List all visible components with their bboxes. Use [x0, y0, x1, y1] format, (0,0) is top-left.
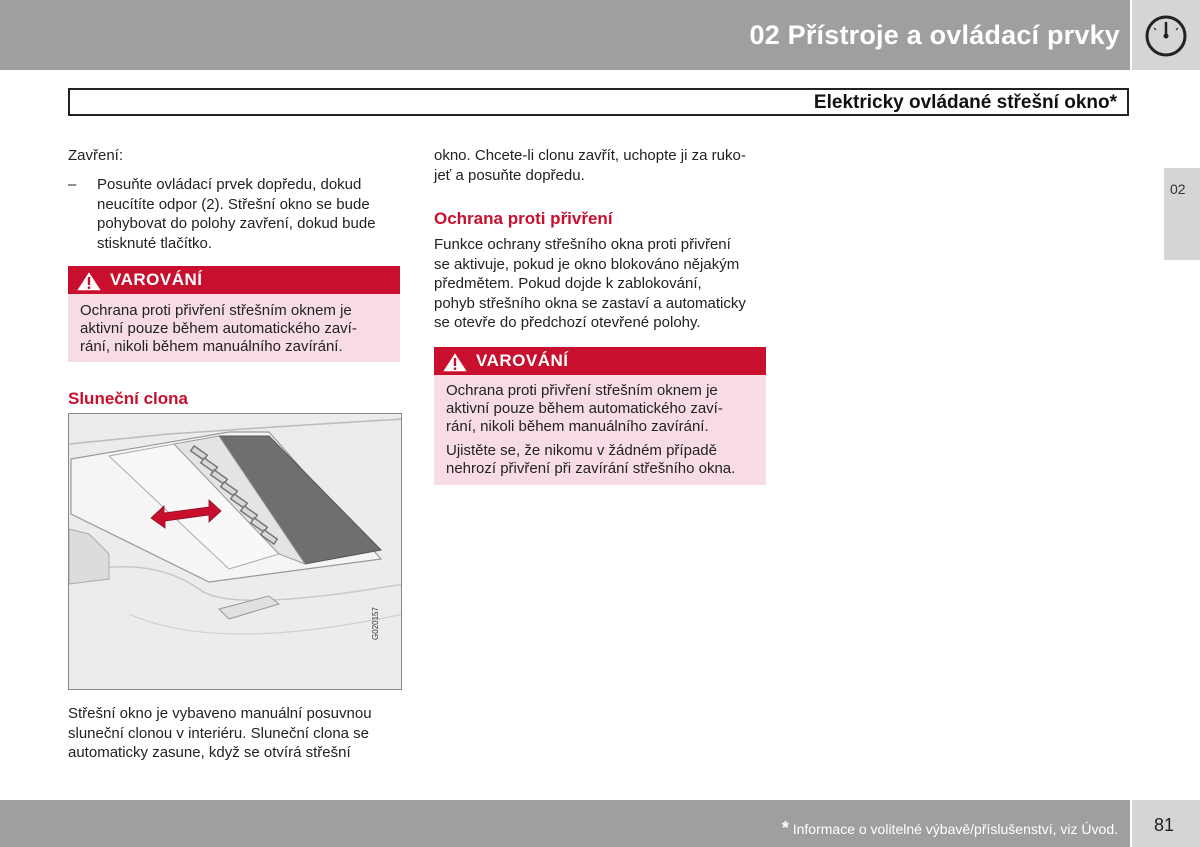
text-line: se otevře do předchozí otevřené polohy.	[434, 314, 701, 331]
warning-text	[80, 302, 357, 356]
text-line: rání, nikoli během manuálního zavírání.	[446, 418, 709, 435]
gauge-icon	[1144, 14, 1188, 58]
warning-triangle-icon	[74, 269, 104, 293]
warning-header	[434, 347, 766, 375]
sunroof-drawing	[69, 414, 402, 690]
text-line: aktivní pouze během automatického zaví-	[80, 320, 357, 337]
warning-triangle-icon	[440, 350, 470, 374]
text-line: pohyb střešního okna se zastaví a automaticky	[434, 294, 746, 312]
section-title: Elektricky ovládané střešní okno*	[813, 92, 1117, 113]
bullet-dash: –	[68, 176, 77, 193]
closing-bullet	[97, 175, 417, 253]
footer-note	[782, 818, 1118, 839]
figure-code: G020157	[371, 607, 380, 640]
text-line: Ujistěte se, že nikomu v žádném případě	[446, 442, 717, 459]
text-line: se aktivuje, pokud je okno blokováno nějakým	[434, 255, 740, 273]
warning-box-right	[434, 347, 766, 485]
protection-heading: Ochrana proti přivření	[434, 209, 613, 228]
text-line: okno. Chcete-li clonu zavřít, uchopte ji za ruko-	[434, 147, 746, 164]
side-tab-label: 02	[1170, 181, 1186, 197]
text-line: sluneční clonou v interiéru. Sluneční clona se	[68, 724, 370, 742]
chapter-title: 02 Přístroje a ovládací prvky	[749, 20, 1120, 50]
page-number: 81	[1154, 815, 1175, 835]
chapter-side-tab[interactable]	[1164, 167, 1200, 260]
text-line: rání, nikoli během manuálního zavírání.	[80, 338, 343, 355]
warning-text	[446, 382, 723, 436]
chapter-icon-box	[1132, 0, 1200, 70]
warning-title: VAROVÁNÍ	[476, 351, 569, 370]
sunshade-heading: Sluneční clona	[68, 389, 188, 408]
text-line: Ochrana proti přivření střešním oknem je	[446, 382, 718, 399]
warning-title: VAROVÁNÍ	[110, 270, 203, 289]
sunroof-illustration	[68, 413, 402, 690]
text-line: neucítíte odpor (2). Střešní okno se bude	[97, 195, 370, 213]
text-line: Ochrana proti přivření střešním oknem je	[80, 302, 352, 319]
text-line: předmětem. Pokud dojde k zablokování,	[434, 275, 702, 292]
footer-note-text: Informace o volitelné výbavě/příslušenství, viz Úvod.	[792, 821, 1118, 837]
text-line: automaticky zasune, když se otvírá střešní	[68, 744, 351, 761]
sunshade-continuation	[434, 146, 774, 185]
text-line: jeť a posuňte dopředu.	[434, 166, 585, 184]
warning-box-left	[68, 266, 400, 362]
section-title-box	[68, 88, 1129, 116]
text-line: Posuňte ovládací prvek dopředu, dokud	[97, 176, 362, 193]
sunshade-description	[68, 704, 408, 763]
text-line: stisknuté tlačítko.	[97, 234, 213, 252]
text-line: Střešní okno je vybaveno manuální posuvnou	[68, 705, 372, 722]
warning-header	[68, 266, 400, 294]
closing-label: Zavření:	[68, 147, 124, 164]
text-line: aktivní pouze během automatického zaví-	[446, 400, 723, 417]
text-line: nehrozí přivření při zavírání střešního okna.	[446, 460, 736, 477]
protection-description	[434, 235, 774, 333]
warning-text-second	[446, 442, 735, 478]
text-line: Funkce ochrany střešního okna proti přivření	[434, 236, 731, 253]
text-line: pohybovat do polohy zavření, dokud bude	[97, 215, 376, 232]
footer-asterisk: *	[781, 818, 789, 838]
